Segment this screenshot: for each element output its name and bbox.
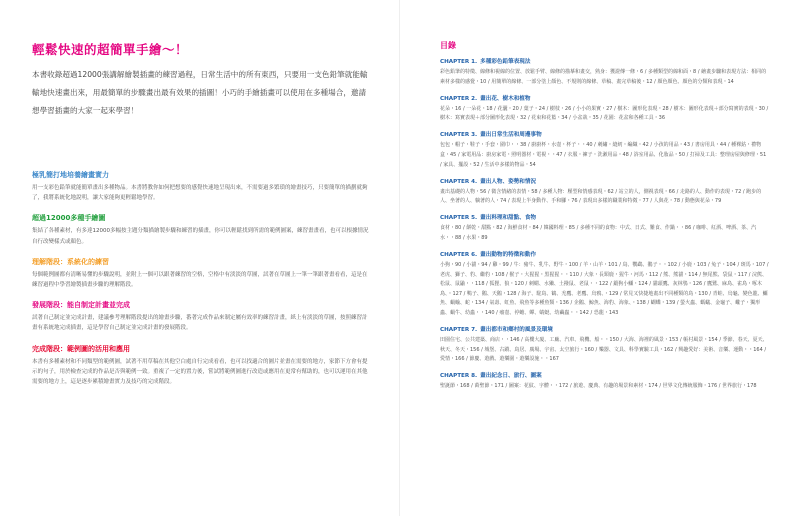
feature-title: 極乳簡打地培養繪畫實力 — [32, 171, 109, 179]
chapter-number: CHAPTER 7. — [440, 327, 478, 334]
intro-paragraph: 本書收錄超過12000張講解繪製插畫的練習過程，日常生活中的所有東西，只要用一支色鉛筆就能輸輸地快速畫出來，用最簡單的步驟畫出最有效果的插圖！小巧的手繪插畫可以使用在多種場合，邀請想學習插畫的大家一起來學習！ — [32, 70, 368, 115]
chapter-contents: 小狗・90 / 小貓・94 / 雞・99 / 牛：豬牛、乳牛、野牛・100 / 羊・山羊・101 / 鳥、鸚鵡、鵝子・・102 / 小鹿・103 / 兔子・104 / 斑馬・107 / 老虎、獅子、豹、繼豹・108 / 猴子・大猩猩・黑猩猩・・110 / 大象・長頸鹿・猩牛・河馬・112 / 熊、熊貓・114 / 無尾熊、袋鼠・117 / 浣熊、松鼠、鼠鼬・・118 / 狐狸、狼・120 / 刺蝟、水獺、土撥鼠、老鼠・・122 / 鍛狗小鱷・124 / 貓頭鷹、灰林鴞・126 / 鷹鷲、麻鳥、雀鳥・啄木鳥、・127 / 鴨子、鵝、天鵝・128 / 海子、駝鳥、鶴、禿鷹、老鷹、烏鴉、・129 / 常見又快捷地畫出不同種類的鳥・130 / 青蛙、烏龜、變色龍、鱷魚、蝸蝓、蛇・134 / 氣壽、虹魚、飛魚等多種魚類・136 / 企鵝、鯨魚、海豹、海象、・138 / 蝴蝶・139 / 螢火蟲、螞蟻、金龜子、蠍子・獨形蟲、蝸牛、幼蟲・・140 / 瘤壺、停蟾、蟬、蜻蜓、幼繭蟲・・142 / 恐龍・143 — [440, 262, 769, 316]
chapter-heading — [440, 325, 769, 333]
chapter-number: CHAPTER 8. — [440, 373, 478, 380]
chapter-heading — [440, 371, 769, 379]
feature-section — [32, 257, 370, 290]
chapter-heading — [440, 57, 769, 65]
right-page — [400, 0, 799, 516]
chapter-number: CHAPTER 2. — [440, 95, 478, 102]
chapter-contents: 彩色鉛筆的特徵、線條和視線的位置、放鬆手臂、線條的描摹和畫交，熟身：獲證傳一條・6 / 多種類型的線和面・8 / 繪畫步驟和表現方法：相同的素材多樣的感覺・10 / 用簡單的線條、一部分塗上顏色、不規則的線條、草稿、畫完草稿後・12 / 顏色顏色、顏色的分類和表現・14 — [440, 69, 767, 85]
feature-section — [32, 300, 370, 333]
chapter-heading — [440, 94, 769, 102]
chapter-name: 畫出都市和鄉村的風景及環境 — [480, 327, 553, 334]
toc-title: 目錄 — [440, 41, 456, 50]
feature-body: 用一支彩色鉛筆就能簡單畫出多種物品。本書將教你如何把想要的感覺快速地呈現出來，不需要過多繁瑣的繪畫技巧，只要簡單的描劃就夠了，我將系統化地說明，讓大家能夠更輕鬆地學習。 — [32, 185, 368, 202]
chapter-heading — [440, 213, 769, 221]
chapter-contents: 食材・80 / 餅乾・甜點・82 / 海鮮食材・84 / 韓國料理・85 / 多種不同的食物：中式、日式、難食、作鍋・・86 / 咖啡、紅酒、啤酒、茶、汽水・・88 / 水果・89 — [440, 225, 757, 241]
toc-chapter — [440, 57, 769, 87]
feature-section — [32, 344, 370, 388]
feature-title: 超過12000多種手繪圖 — [32, 214, 106, 223]
chapter-name: 畫出料理和甜點、食物 — [480, 215, 537, 222]
chapter-heading — [440, 130, 769, 138]
chapter-number: CHAPTER 3. — [440, 132, 478, 139]
chapter-contents: 田園住宅、公共建築、商店・・146 / 高樓大廈、工廠、汽車、飛機、船・・150 / 大海、海裡的風景・153 / 帳村風景・154 / 季節、春天、夏天、秋天、冬天・156 / 城堡、古蹟、鳥居、廣場、宇宙、太空旅行・160 / 樂器、文具、科學實驗工具・162 / 興趣愛好：美術、音樂、運動・・164 / 愛情・166 / 節慶、遊戲、遊樂園・遊樂設施・・167 — [440, 337, 768, 363]
chapter-number: CHAPTER 1. — [440, 59, 478, 65]
toc-chapter — [440, 325, 769, 365]
page-title: 輕鬆快速的超簡單手繪～！ — [32, 42, 189, 57]
chapter-name: 畫出日常生活和周邊事物 — [480, 132, 542, 139]
chapter-name: 畫出動物的特徵和動作 — [480, 252, 537, 259]
feature-title: 完成階段：範例圖的活用和應用 — [32, 344, 130, 353]
feature-body: 集結了各種素材，有多達12000多幅按主題分類描繪製步驟和練習的插畫，你可以輕鬆找到所需的範例圖案，練習畫畫看，也可以根據情況自行改變樣式或顏色。 — [32, 228, 369, 245]
chapter-number: CHAPTER 6. — [440, 252, 478, 259]
chapter-number: CHAPTER 4. — [440, 178, 478, 185]
chapter-contents: 聖誕節・168 / 萬聖節・171 / 圖案：花紋、字體・・172 / 旅遊、慶典、有趣的場景和素材・174 / 世界文化傳統服飾・176 / 世界旅行・178 — [440, 383, 757, 390]
feature-title: 理解階段：系統化的練習 — [32, 257, 109, 266]
feature-body: 每個範例圖都有清晰易懂的步驟說明，並附上一個可以跟著練習的空格，空格中有淡淡的草圖，試著在草圖上一筆一筆跟著畫看看，這是在練習過程中學習繪製插畫步驟的理解階段。 — [32, 271, 368, 289]
chapter-heading — [440, 250, 769, 258]
chapter-heading — [440, 177, 769, 185]
feature-section — [32, 170, 370, 203]
toc-chapter — [440, 371, 769, 392]
chapter-name: 畫出人物、姿勢和情況 — [480, 178, 537, 185]
toc-chapter — [440, 130, 769, 170]
feature-body: 本書有多種素材和不同類型的範例圖，試著不用草稿在其他空白處自行完成看看，也可以找適合的圖片並畫在需要的地方，家節下方會有提示的句子，用於檢查完成的作品是否與範例一致。重複了一定的置力後，嘗試將範例圖進行改造或應用在更常有幫助的，也可以運用在其他需要的地方上，這是逐步累積繪畫實力及技巧的完成階段。 — [32, 358, 368, 386]
chapter-contents: 花朵・16 / 一朵花・18 / 花囊・20 / 葉子・24 / 樹枝・26 / 小小的果實・27 / 樹木：圖形化表現・28 / 樹木：圖形化表現＋部分寫實的表現・30 / 樹木：寫實表現＋部分圖形化表現・32 / 花束和花籃・34 / 小盆栽・35 / 花園：花盆和各種工具・36 — [440, 105, 769, 122]
chapter-number: CHAPTER 5. — [440, 215, 478, 222]
chapter-name: 多種彩色鉛筆表現法 — [480, 59, 531, 65]
chapter-name: 畫出紀念日、旅行、圖案 — [480, 373, 542, 380]
toc-chapter — [440, 250, 769, 319]
feature-body: 試著自己制定並完成計畫，建議參考理解階段提出的繪畫步驟，番著完成作品來制定屬有效率的練習計畫，紙上有淡淡的草圖，按照練習計畫有系統地完成插畫，這是學習自己制定並完成計畫的發展階段。 — [32, 315, 368, 332]
feature-section — [32, 213, 370, 246]
toc-chapter — [440, 94, 769, 124]
feature-title: 發展階段：能自制定計畫並完成 — [32, 301, 130, 310]
chapter-contents: 畫出基礎的人物・56 / 微含情緒的表情・58 / 多種人物：壓型和情感表現・62 / 站立的人，側視表現・66 / 走路的人、動作的表現・72 / 跑步的人、坐著的人、躺著的人・74 / 表現上半身動作、手和腳・76 / 表現出多樣的職業和特徵・77 / 人與花・78 / 動態與花朵・79 — [440, 188, 762, 205]
spacer — [32, 120, 370, 160]
toc-chapter — [440, 213, 769, 243]
toc-chapter — [440, 177, 769, 207]
chapter-contents: 包包・帽子・鞋子・手套・圍巾・・38 / 廚廚杯・水壺・杯子・・40 / 刺繡・縫紉・編織・42 / 小孩的用品・43 / 書房用具・44 / 種裸鉆・禮物盒・45 / 家電用品：廚房家電・照明器材・電視・・47 / 衣服・褲子・洗漱用品・48 / 浴室用品、化妝品・50 / 打掃及工具：整理房屋與修理・51 / 家具、擺設・52 / 生活中多樣的物品・54 — [440, 142, 767, 168]
chapter-name: 畫出花、樹木和植物 — [480, 95, 531, 102]
